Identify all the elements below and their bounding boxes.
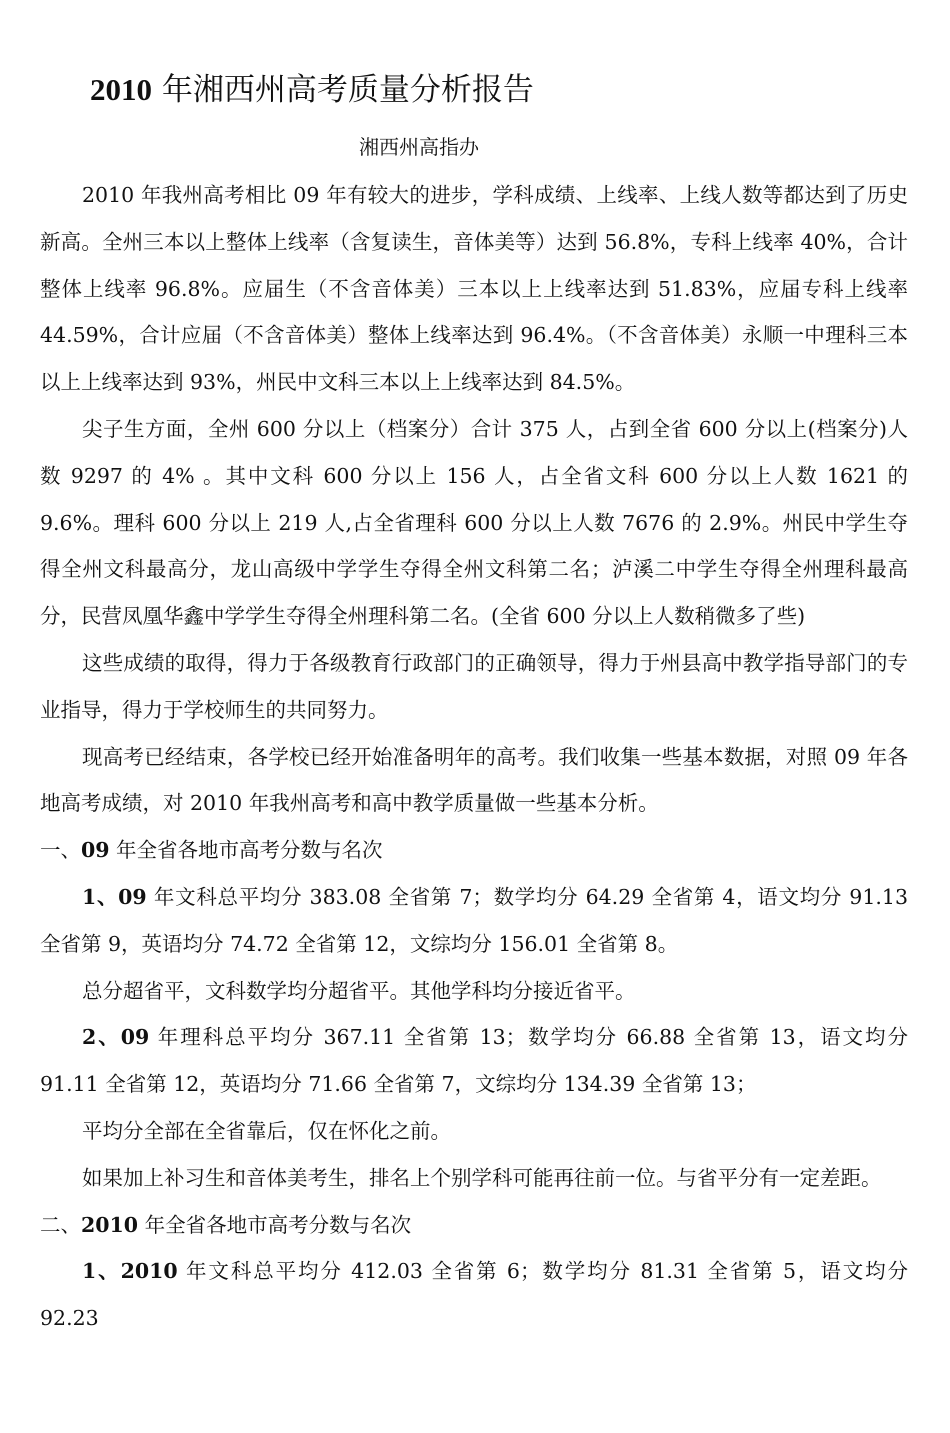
item-text: 年文科总平均分 383.08 全省第 7；数学均分 64.29 全省第 4，语文均分 91.13 全省第 9，英语均分 74.72 全省第 12，文综均分 156.01 全省第 8。 [40, 884, 908, 956]
note-2009-liberal-arts: 总分超省平，文科数学均分超省平。其他学科均分接近省平。 [82, 978, 636, 1003]
document-title [90, 66, 534, 114]
title-year: 2010 [90, 72, 152, 107]
item-text: 年文科总平均分 412.03 全省第 6；数学均分 81.31 全省第 5，语文均分 92.23 [40, 1259, 909, 1331]
note-2009-adjustment: 如果加上补习生和音体美考生，排名上个别学科可能再往前一位。与省平分有一定差距。 [82, 1165, 882, 1190]
paragraph-acknowledgement: 这些成绩的取得，得力于各级教育行政部门的正确领导，得力于州县高中教学指导部门的专业指导，得力于学校师生的共同努力。 [40, 650, 908, 722]
paragraph-purpose: 现高考已经结束，各学校已经开始准备明年的高考。我们收集一些基本数据，对照 09 年各地高考成绩，对 2010 年我州高考和高中教学质量做一些基本分析。 [40, 744, 908, 816]
document-author: 湘西州高指办 [359, 135, 479, 159]
title-text: 年湘西州高考质量分析报告 [152, 72, 534, 108]
paragraph-overview: 2010 年我州高考相比 09 年有较大的进步，学科成绩、上线率、上线人数等都达到了历史新高。全州三本以上整体上线率（含复读生，音体美等）达到 56.8%，专科上线率 40%，合计整体上线率 96.8%。应届生（不含音体美）三本以上上线率达到 51.83%，应届专科上线率 44.59%，合计应届（不含音体美）整体上线率达到 96.4%。（不含音体美）永顺一中理科三本以上上线率达到 93%，州民中文科三本以上上线率达到 84.5%。 [40, 183, 908, 395]
document-body [40, 172, 908, 1342]
section-number: 二、 [40, 1212, 81, 1237]
note-2009-science: 平均分全部在全省靠后，仅在怀化之前。 [82, 1118, 451, 1143]
section-heading-2010 [40, 1202, 908, 1249]
section-heading-2009 [40, 827, 908, 874]
item-year: 09 [118, 884, 147, 909]
item-2009-science [40, 1014, 908, 1108]
section-title: 年全省各地市高考分数与名次 [138, 1212, 412, 1237]
paragraph-top-students: 尖子生方面，全州 600 分以上（档案分）合计 375 人，占到全省 600 分以上(档案分)人数 9297 的 4% 。其中文科 600 分以上 156 人，占全省文科 600 分以上人数 1621 的 9.6%。理科 600 分以上 219 人,占全省理科 600 分以上人数 7676 的 2.9%。州民中学生夺得全州文科最高分，龙山高级中学学生夺得全州文科第二名；泸溪二中学生夺得全州理科最高分，民营凤凰华鑫中学学生夺得全州理科第二名。(全省 600 分以上人数稍微多了些) [40, 416, 908, 629]
item-2009-liberal-arts [40, 874, 908, 968]
item-number: 2、 [82, 1025, 121, 1050]
section-title: 年全省各地市高考分数与名次 [109, 838, 383, 863]
item-year: 09 [120, 1025, 150, 1050]
item-number: 1、 [82, 884, 119, 909]
section-year: 09 [81, 838, 110, 863]
section-year: 2010 [81, 1212, 139, 1237]
item-year: 2010 [120, 1259, 178, 1284]
section-number: 一、 [40, 838, 81, 863]
item-text: 年理科总平均分 367.11 全省第 13；数学均分 66.88 全省第 13，语文均分 91.11 全省第 12，英语均分 71.66 全省第 7，文综均分 134.39 全省第 13； [40, 1025, 908, 1097]
item-2010-liberal-arts [40, 1248, 908, 1342]
item-number: 1、 [82, 1259, 121, 1284]
